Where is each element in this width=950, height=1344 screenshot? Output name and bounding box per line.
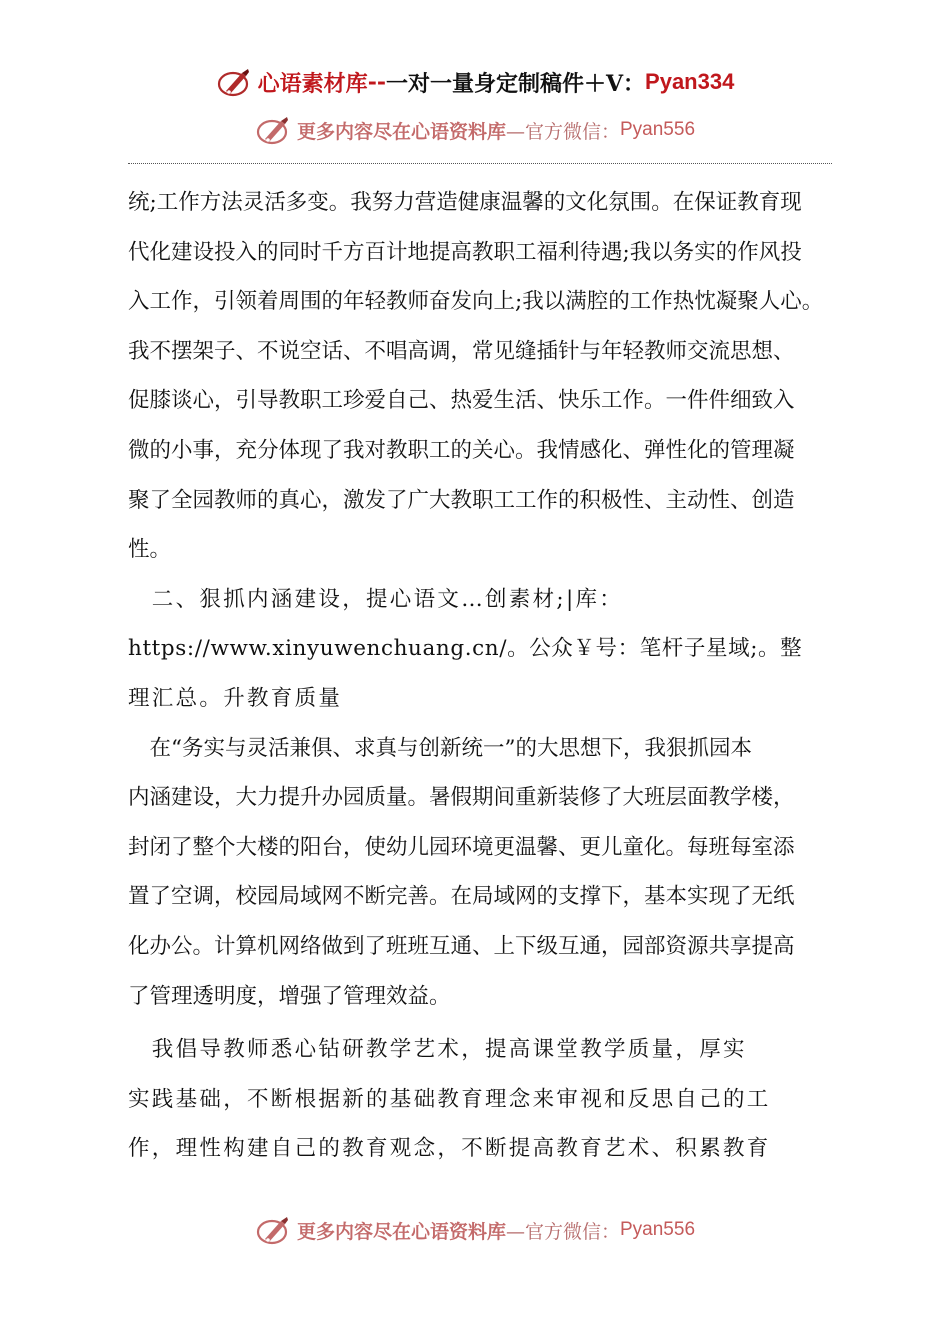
paragraph [128,575,833,724]
paragraph [128,724,833,1022]
text-line: 实践基础，不断根据新的基础教育理念来审视和反思自己的工 [128,1086,771,1112]
pen-nib-logo-icon [255,1213,293,1247]
text-line: 聚了全园教师的真心，激发了广大教职工工作的积极性、主动性、创造 [128,487,795,513]
text-line: 我倡导教师悉心钻研教学艺术，提高课堂教学质量，厚实 [128,1037,747,1063]
document-body [128,178,833,1174]
text-line: https://www.xinyuwenchuang.cn/。公众￥号：笔杆子星域;。整 [128,636,803,662]
subheader-contact: Pyan556 [620,119,696,140]
paragraph [128,1025,833,1174]
text-line: 我不摆架子、不说空话、不唱高调，常见缝插针与年轻教师交流思想、 [128,338,795,364]
header-tagline: 一对一量身定制稿件＋V： [385,70,646,97]
text-line: 入工作，引领着周围的年轻教师奋发向上;我以满腔的工作热忱凝聚人心。 [128,289,824,315]
footer-label: —官方微信： [505,1220,620,1243]
pen-nib-logo-icon [255,113,293,147]
header-divider [128,163,832,164]
header-dash: -- [367,69,386,95]
text-line: 在“务实与灵活兼俱、求真与创新统一”的大思想下，我狠抓园本 [128,735,752,761]
text-line: 置了空调，校园局域网不断完善。在局域网的支撑下，基本实现了无纸 [128,884,795,910]
subheader-banner [0,112,950,148]
text-line: 二、狠抓内涵建设，提心语文…创素材;|库： [128,586,624,612]
paragraph [128,178,833,575]
footer-contact: Pyan556 [620,1219,696,1240]
header-contact: Pyan334 [645,69,735,94]
brand-name: 心语素材库 [257,70,368,97]
text-line: 性。 [128,537,172,563]
text-line: 促膝谈心，引导教职工珍爱自己、热爱生活、快乐工作。一件件细致入 [128,388,795,414]
text-line: 微的小事，充分体现了我对教职工的关心。我情感化、弹性化的管理凝 [128,437,795,463]
pen-nib-logo-icon [216,65,254,99]
text-line: 了管理透明度，增强了管理效益。 [128,983,451,1009]
text-line: 封闭了整个大楼的阳台，使幼儿园环境更温馨、更儿童化。每班每室添 [128,834,795,860]
text-line: 内涵建设，大力提升办园质量。暑假期间重新装修了大班层面教学楼， [128,785,795,811]
text-line: 理汇总。升教育质量 [128,685,343,711]
footer-banner [0,1212,950,1248]
header-banner [0,64,950,100]
subheader-label: —官方微信： [505,120,620,143]
text-line: 作，理性构建自己的教育观念，不断提高教育艺术、积累教育 [128,1136,771,1162]
subheader-text: 更多内容尽在心语资料库 [296,120,506,143]
text-line: 化办公。计算机网络做到了班班互通、上下级互通，园部资源共享提高 [128,933,795,959]
text-line: 代化建设投入的同时千方百计地提高教职工福利待遇;我以务实的作风投 [128,239,802,265]
footer-text: 更多内容尽在心语资料库 [296,1220,506,1243]
text-line: 统;工作方法灵活多变。我努力营造健康温馨的文化氛围。在保证教育现 [128,190,802,215]
